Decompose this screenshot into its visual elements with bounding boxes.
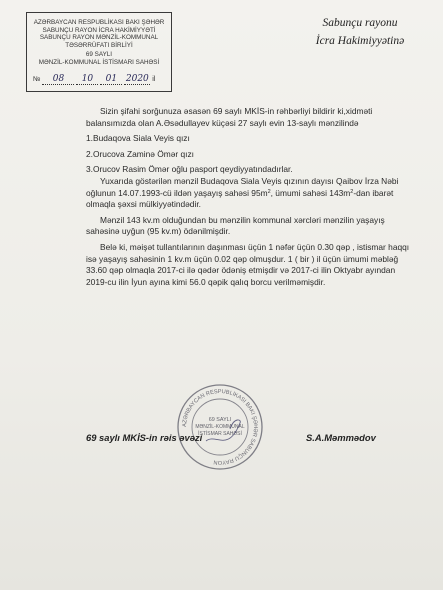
resident-item-3: 3.Orucov Rasim Ömər oğlu pasport qeydiyyatındadırlar. — [86, 164, 293, 175]
resident-item-2: 2.Orucova Zaminə Ömər qızı — [86, 148, 194, 159]
superscript: 2 — [350, 188, 354, 195]
stamp-line: TƏSƏRRÜFATI BİRLİYİ — [65, 41, 133, 49]
document-number: 08 — [52, 74, 65, 85]
addressee-line-2: İcra Hakimiyyətinə — [315, 35, 405, 47]
stamp-line: 69 SAYLI — [85, 51, 113, 59]
p2-part-c: -dan ibarət olmaqla şəxsi mülkiyyətindədir. — [86, 187, 394, 210]
header-stamp — [26, 12, 172, 92]
document-month: 01 — [105, 74, 118, 85]
signatory-title: 69 saylı MKİS-in rəis əvəzi — [86, 432, 203, 443]
document-year: 2020 — [125, 74, 149, 85]
stamp-line: SABUNÇU RAYON MƏNZİL-KOMMUNAL — [39, 34, 159, 42]
round-seal — [176, 383, 264, 471]
p2-part-b: , ümumi sahəsi 143m — [270, 187, 351, 198]
stamp-line: AZƏRBAYCAN RESPUBLİKASI BAKI ŞƏHƏR — [33, 19, 165, 26]
seal-center-line-1: 69 SAYLI — [208, 417, 232, 423]
stamp-line: MƏNZİL-KOMMUNAL İSTİSMARI SAHƏSİ — [38, 58, 160, 66]
seal-outer-text: AZƏRBAYCAN RESPUBLİKASI BAKI ŞƏHƏR SABUNÇU RAYON — [181, 388, 259, 466]
body-paragraph-4: Belə ki, məişət tullantılarının daşınması üçün 1 nəfər üçün 0.30 qəp , istismar haqqı isə yaşayış sahəsinin 1 kv.m üçün 0.02 qəp olmuşdur. 1 ( bir ) il üçün ümumi məbləğ 33.60 qəp olmaqla 2017-ci ilə qədər ödəniş etmişdir və 2017-ci ilin Oktyabr ayından 2019-cu ilin İyun ayına kimi 56.0 qəpik qalıq borcu verilməmişdir. — [86, 241, 410, 287]
document-day: 10 — [81, 74, 94, 85]
letter-body — [86, 106, 416, 288]
addressee-line-1: Sabunçu rayonu — [322, 17, 398, 29]
signatory-name: S.A.Məmmədov — [306, 432, 376, 443]
addressee-block — [300, 14, 420, 50]
p2-part-a: Yuxarıda göstərilən mənzil Budaqova Siala Veyis qızının dayısı Qaibov İrza Nəbi oğlunun 14.07.1993-cü ildən yaşayış sahəsi 95m — [86, 175, 399, 198]
seal-center-line-2: MƏNZİL-KOMMUNAL — [195, 424, 245, 430]
body-paragraph-3: Mənzil 143 kv.m olduğundan bu mənzilin kommunal xərcləri mənzilin yaşayış sahəsinə uyğun (95 kv.m) ödənilmişdir. — [86, 214, 385, 237]
body-paragraph-1: Sizin şifahi sorğunuza əsasən 69 saylı MKİS-in rəhbərliyi bildirir ki,xidməti balansımızda olan A.Əsədullayev küçəsi 27 saylı evin 13-saylı mənzilində — [86, 106, 373, 128]
seal-center-line-3: İSTİSMAR SAHƏSİ — [198, 431, 242, 437]
number-prefix: № — [33, 76, 41, 84]
superscript: 2 — [267, 188, 271, 195]
year-suffix: il — [152, 76, 156, 84]
resident-item-1: 1.Budaqova Siala Veyis qızı — [86, 133, 190, 144]
stamp-line: SABUNÇU RAYON İCRA HAKİMİYYƏTİ — [42, 26, 156, 34]
body-paragraph-2 — [86, 176, 416, 211]
stamp-number-line — [33, 76, 165, 85]
